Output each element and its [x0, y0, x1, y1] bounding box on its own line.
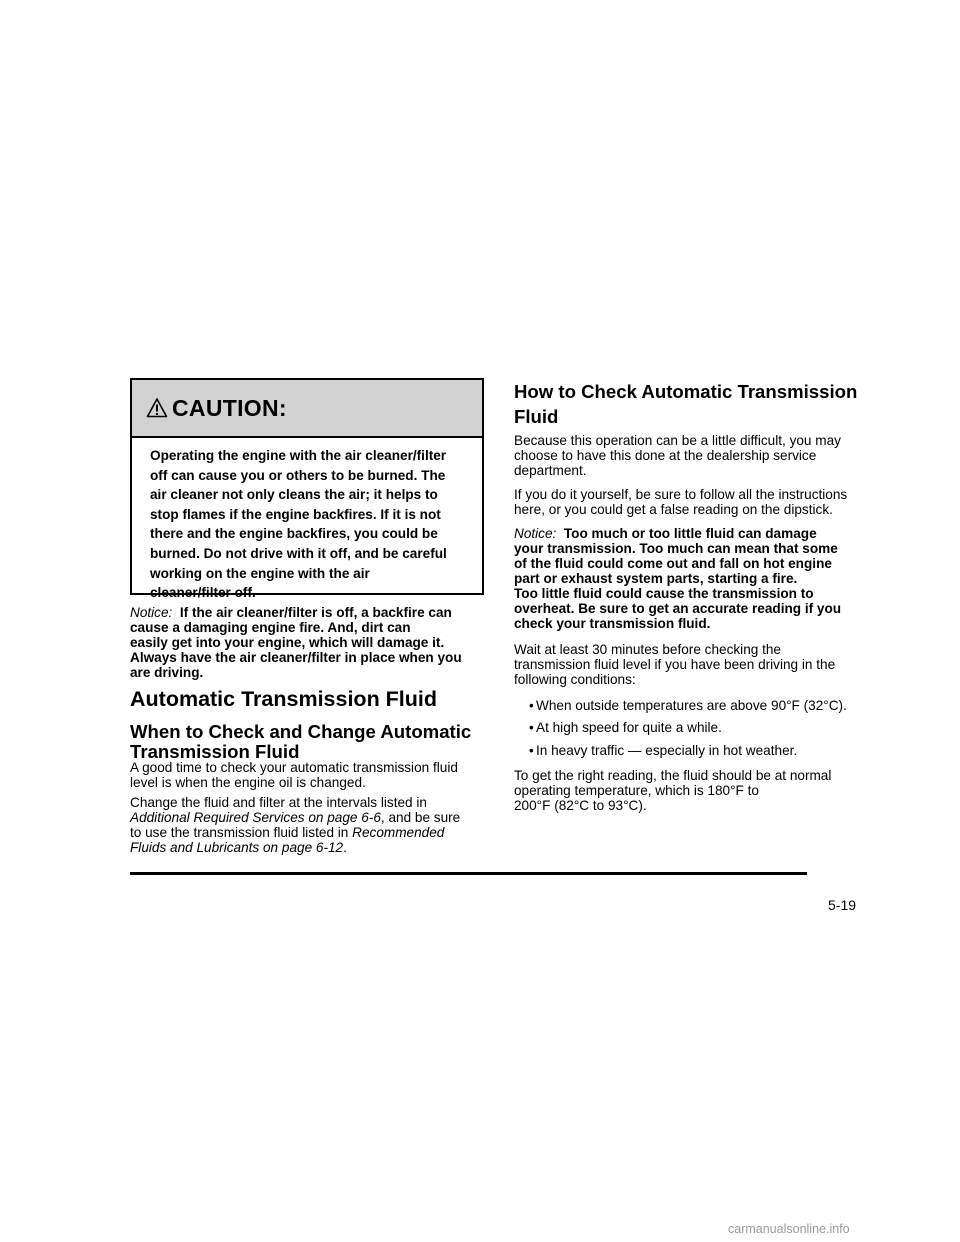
caution-line: burned. Do not drive with it off, and be careful — [150, 545, 447, 561]
list-item — [529, 743, 797, 758]
when-paragraph-2 — [130, 795, 460, 855]
notice-air-cleaner — [130, 605, 490, 680]
caution-line: Operating the engine with the air cleaner/filter — [150, 448, 447, 463]
bullet-text: When outside temperatures are above 90°F (32°C). — [536, 698, 847, 713]
caution-text — [132, 438, 482, 603]
heading-line: Fluid — [514, 406, 559, 427]
text-line: 200°F (82°C to 93°C). — [514, 798, 647, 813]
notice-line: check your transmission fluid. — [514, 616, 711, 631]
bullet-icon: • — [529, 743, 534, 758]
notice-label: Notice: — [514, 526, 557, 541]
text-line: here, or you could get a false reading on the dipstick. — [514, 502, 833, 517]
notice-line: of the fluid could come out and fall on hot engine — [514, 556, 832, 571]
heading-line: When to Check and Change Automatic — [130, 721, 472, 742]
page-number: 5-19 — [828, 897, 857, 913]
notice-label: Notice: — [130, 605, 173, 620]
text-line: department. — [514, 463, 587, 478]
notice-line: easily get into your engine, which will damage it. — [130, 635, 445, 650]
text-line: choose to have this done at the dealership service — [514, 448, 817, 463]
footer-rule — [130, 872, 807, 875]
text-line: If you do it yourself, be sure to follow all the instructions — [514, 487, 848, 502]
link-recommended-fluids-cont[interactable]: Fluids and Lubricants on page 6-12 — [130, 840, 344, 855]
heading-line: Transmission Fluid — [130, 741, 300, 762]
wait-paragraph — [514, 642, 835, 687]
list-item — [529, 720, 722, 735]
bullet-icon: • — [529, 720, 534, 735]
text-run: . — [343, 840, 347, 855]
notice-line: your transmission. Too much can mean that some — [514, 541, 838, 556]
link-recommended-fluids[interactable]: Recommended — [352, 825, 445, 840]
caution-header — [132, 380, 482, 438]
notice-line: are driving. — [130, 665, 204, 680]
link-additional-services[interactable]: Additional Required Services on page 6-6 — [130, 810, 381, 825]
caution-box — [130, 378, 484, 601]
notice-line: part or exhaust system parts, starting a fire. — [514, 571, 798, 586]
notice-line: Too little fluid could cause the transmission to — [514, 586, 814, 601]
bullet-text: At high speed for quite a while. — [536, 720, 722, 735]
caution-line: working on the engine with the air — [150, 565, 370, 581]
caution-line: off can cause you or others to be burned. The — [150, 467, 446, 483]
notice-line: Always have the air cleaner/filter in place when you — [130, 650, 462, 665]
text-line: transmission fluid level if you have been driving in the — [514, 657, 836, 672]
notice-line: cause a damaging engine fire. And, dirt can — [130, 620, 411, 635]
text-line: A good time to check your automatic transmission fluid — [130, 760, 458, 775]
text-line: Wait at least 30 minutes before checking the — [514, 642, 781, 657]
bullet-icon: • — [529, 698, 534, 713]
section-title: Automatic Transmission Fluid — [130, 687, 438, 711]
how-to-check-heading — [514, 379, 857, 429]
text-line: level is when the engine oil is changed. — [130, 775, 366, 790]
text-line: To get the right reading, the fluid should be at normal — [514, 768, 832, 783]
caution-title: CAUTION: — [172, 394, 287, 421]
caution-triangle-icon — [146, 397, 168, 419]
text-line: Change the fluid and filter at the intervals listed in — [130, 795, 427, 810]
text-line: following conditions: — [514, 672, 636, 687]
text-run: to use the transmission fluid listed in — [130, 825, 353, 840]
text-run: , and be sure — [380, 810, 461, 825]
notice-line: Too much or too little fluid can damage — [563, 526, 817, 541]
list-item — [529, 698, 847, 713]
notice-line: overheat. Be sure to get an accurate reading if you — [514, 601, 842, 616]
how-paragraph-2 — [514, 487, 847, 517]
notice-fluid-level — [514, 526, 841, 631]
watermark: carmanualsonline.info — [728, 1222, 850, 1236]
when-paragraph-1 — [130, 760, 458, 790]
text-line: Because this operation can be a little difficult, you may — [514, 433, 841, 448]
reading-paragraph — [514, 768, 831, 813]
notice-line: If the air cleaner/filter is off, a backfire can — [179, 605, 452, 620]
bullet-text: In heavy traffic — especially in hot weather. — [536, 743, 798, 758]
heading-line: How to Check Automatic Transmission — [514, 381, 858, 402]
text-line: operating temperature, which is 180°F to — [514, 783, 759, 798]
caution-line: stop flames if the engine backfires. If it is not — [150, 506, 441, 522]
when-to-check-heading — [130, 722, 471, 762]
caution-line: cleaner/filter off. — [150, 585, 256, 601]
how-paragraph-1 — [514, 433, 841, 478]
caution-line: there and the engine backfires, you could be — [150, 526, 438, 542]
caution-line: air cleaner not only cleans the air; it helps to — [150, 487, 438, 503]
